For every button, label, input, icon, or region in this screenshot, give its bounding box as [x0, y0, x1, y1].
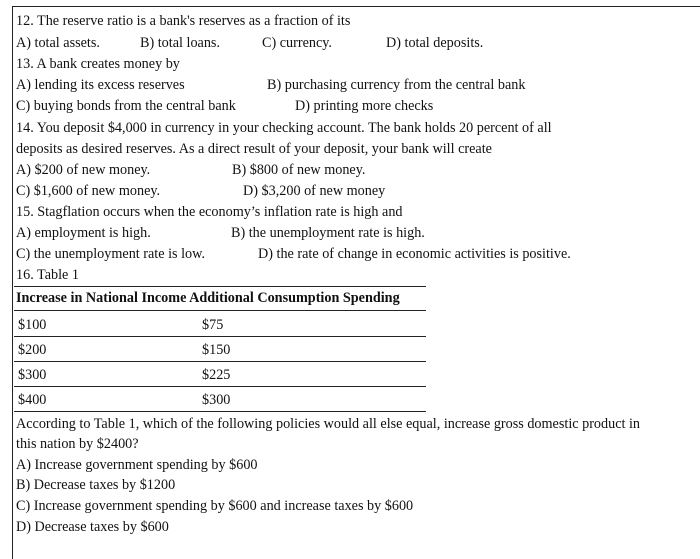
q15-option-b: B) the unemployment rate is high. — [231, 225, 425, 241]
table-row-4-income: $400 — [18, 392, 47, 408]
table-row-3-consumption: $225 — [202, 367, 231, 383]
q13-option-a: A) lending its excess reserves — [16, 77, 185, 93]
table-top-rule — [14, 286, 426, 287]
q16-option-a: A) Increase government spending by $600 — [16, 457, 258, 473]
q13-option-d: D) printing more checks — [295, 98, 434, 114]
table-row-4-consumption: $300 — [202, 392, 231, 408]
q12-option-b: B) total loans. — [140, 35, 220, 51]
q14-option-b: B) $800 of new money. — [232, 162, 366, 178]
q12-stem: 12. The reserve ratio is a bank's reserves as a fraction of its — [16, 13, 351, 29]
q15-option-a: A) employment is high. — [16, 225, 151, 241]
table-row-2-income: $200 — [18, 342, 47, 358]
table-row-1-income: $100 — [18, 317, 47, 333]
table-row-3-rule — [14, 386, 426, 387]
table-bottom-rule — [14, 411, 426, 412]
frame-left-border — [12, 6, 13, 559]
q12-option-c: C) currency. — [262, 35, 332, 51]
q13-option-c: C) buying bonds from the central bank — [16, 98, 236, 114]
q15-option-d: D) the rate of change in economic activities is positive. — [258, 246, 571, 262]
q14-option-c: C) $1,600 of new money. — [16, 183, 161, 199]
table-header: Increase in National Income Additional Consumption Spending — [16, 290, 400, 306]
q15-stem: 15. Stagflation occurs when the economy’s inflation rate is high and — [16, 204, 403, 220]
q16-label: 16. Table 1 — [16, 267, 79, 283]
q12-option-a: A) total assets. — [16, 35, 100, 51]
frame-top-border — [12, 6, 700, 7]
q16-question-line2: this nation by $2400? — [16, 436, 139, 452]
q12-option-d: D) total deposits. — [386, 35, 484, 51]
table-row-2-rule — [14, 361, 426, 362]
q16-option-c: C) Increase government spending by $600 and increase taxes by $600 — [16, 498, 414, 514]
q14-option-d: D) $3,200 of new money — [243, 183, 386, 199]
q15-option-c: C) the unemployment rate is low. — [16, 246, 205, 262]
q14-option-a: A) $200 of new money. — [16, 162, 151, 178]
table-header-rule — [14, 310, 426, 311]
table-row-1-rule — [14, 336, 426, 337]
table-row-1-consumption: $75 — [202, 317, 224, 333]
q16-option-b: B) Decrease taxes by $1200 — [16, 477, 176, 493]
q13-option-b: B) purchasing currency from the central bank — [267, 77, 526, 93]
q16-question-line1: According to Table 1, which of the following policies would all else equal, increase gross domestic product in — [16, 416, 641, 432]
table-row-2-consumption: $150 — [202, 342, 231, 358]
q16-option-d: D) Decrease taxes by $600 — [16, 519, 169, 535]
table-row-3-income: $300 — [18, 367, 47, 383]
q14-stem-line1: 14. You deposit $4,000 in currency in your checking account. The bank holds 20 percent of all — [16, 120, 552, 136]
q14-stem-line2: deposits as desired reserves. As a direct result of your deposit, your bank will create — [16, 141, 492, 157]
q13-stem: 13. A bank creates money by — [16, 56, 180, 72]
